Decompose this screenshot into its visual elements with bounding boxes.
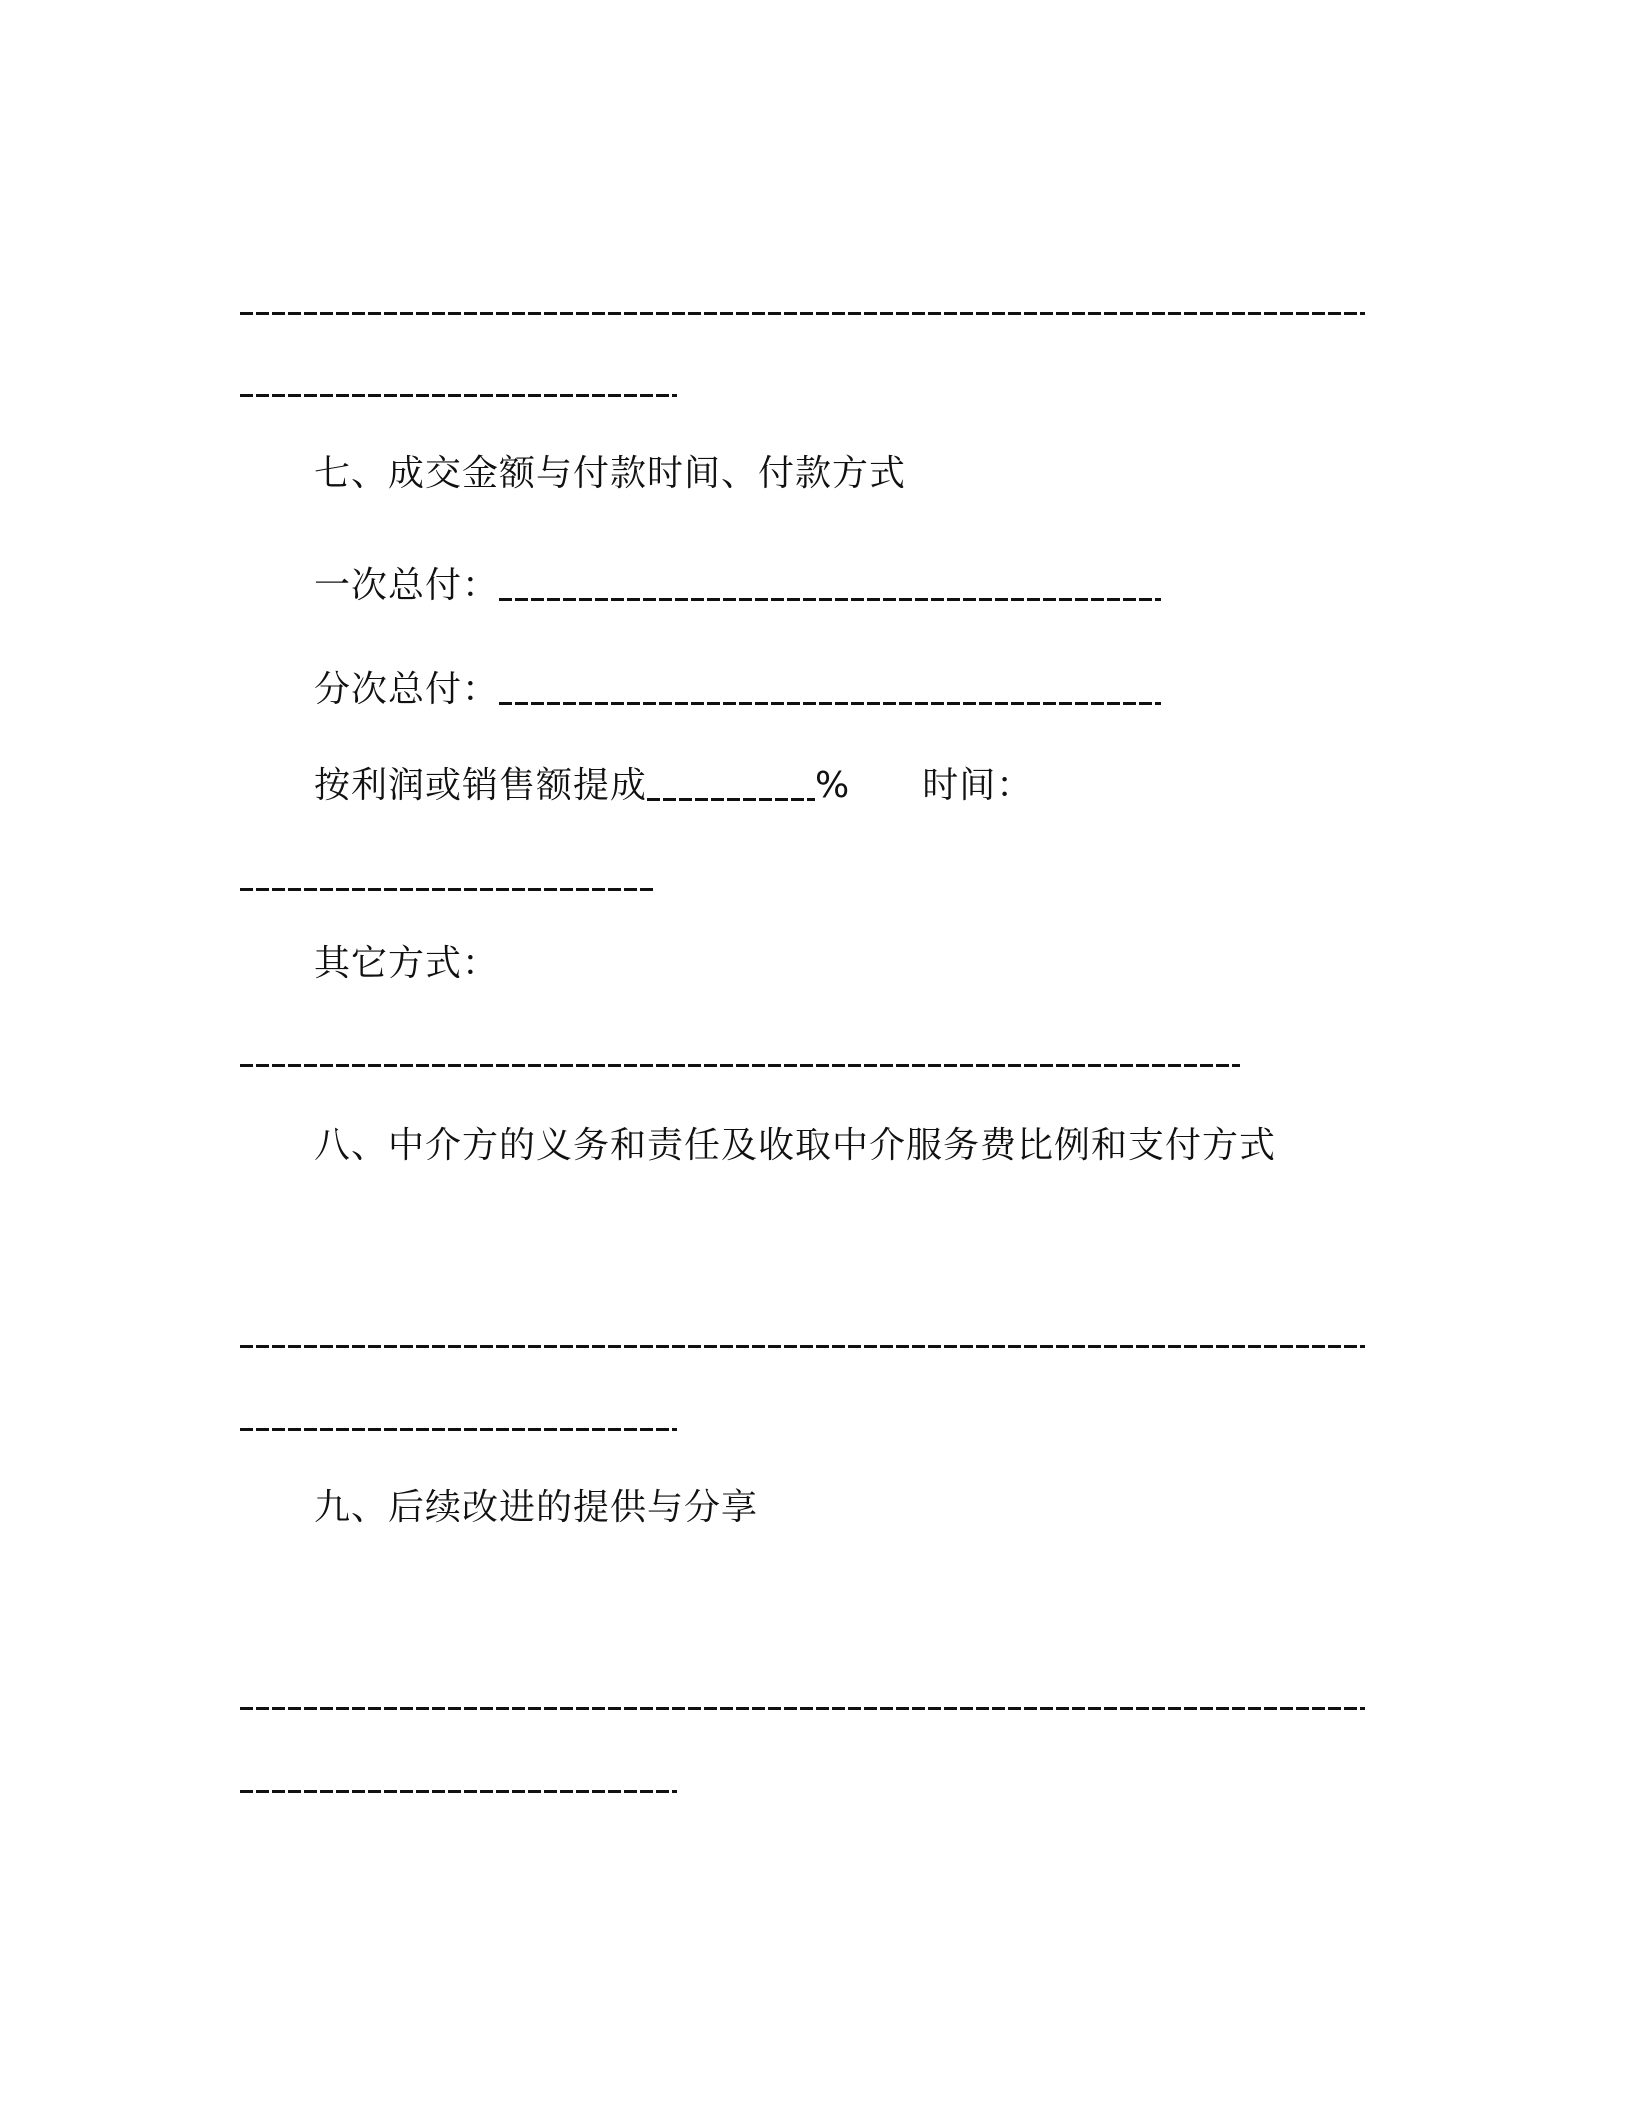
blank-line xyxy=(240,394,677,397)
blank-line xyxy=(240,1707,1365,1710)
installment-blank[interactable] xyxy=(499,702,1161,705)
lump-sum-label: 一次总付： xyxy=(314,565,500,606)
lump-sum-row xyxy=(314,564,1161,608)
section-7-heading: 七、成交金额与付款时间、付款方式 xyxy=(314,453,907,494)
time-label: 时间： xyxy=(922,765,1034,806)
blank-line xyxy=(240,1345,1365,1348)
time-blank-line[interactable] xyxy=(240,888,656,891)
installment-label: 分次总付： xyxy=(314,669,500,710)
lump-sum-blank[interactable] xyxy=(499,598,1161,601)
profit-label: 按利润或销售额提成 xyxy=(314,765,648,806)
section-9-heading: 九、后续改进的提供与分享 xyxy=(314,1487,759,1528)
blank-line xyxy=(240,312,1365,315)
installment-row xyxy=(314,668,1161,712)
other-method-blank-line[interactable] xyxy=(240,1064,1240,1067)
profit-row xyxy=(314,764,1033,808)
blank-line xyxy=(240,1428,677,1431)
profit-percent-blank[interactable] xyxy=(647,798,815,801)
blank-line xyxy=(240,1790,677,1793)
section-8-heading: 八、中介方的义务和责任及收取中介服务费比例和支付方式 xyxy=(314,1125,1277,1166)
other-method-label: 其它方式： xyxy=(314,943,500,984)
percent-sign: % xyxy=(815,765,851,806)
